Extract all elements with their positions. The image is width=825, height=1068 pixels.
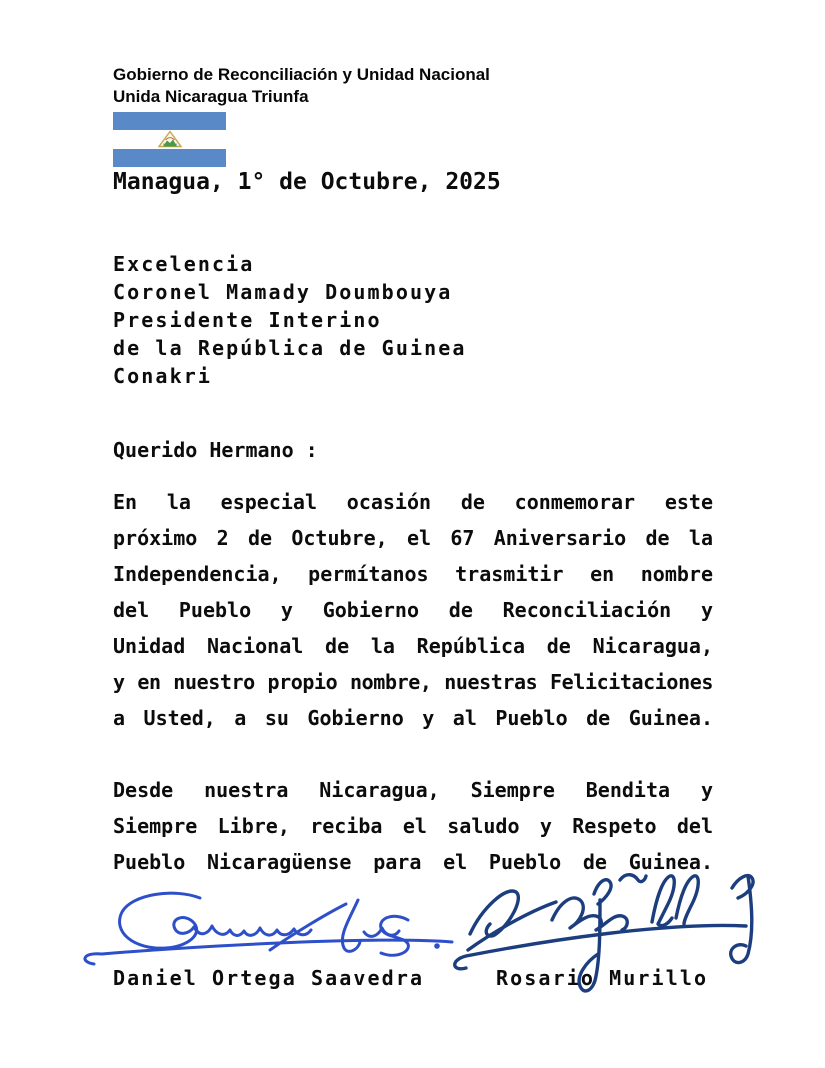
text-line: del Pueblo y Gobierno de Reconciliación y	[113, 598, 713, 622]
text-line: Desde nuestra Nicaragua, Siempre Bendita y	[113, 778, 713, 802]
flag-emblem-icon	[158, 131, 182, 148]
text-line: Conakri	[113, 364, 212, 388]
body-paragraph-2	[113, 772, 713, 880]
nicaragua-flag-icon	[113, 112, 226, 167]
date-line: Managua, 1° de Octubre, 2025	[113, 169, 501, 195]
text-line: próximo 2 de Octubre, el 67 Aniversario de la	[113, 526, 713, 550]
flag-stripe-middle	[113, 130, 226, 148]
letterhead	[113, 64, 490, 108]
text-line: Presidente Interino	[113, 308, 382, 332]
body-paragraph-1	[113, 484, 713, 736]
letterhead-title: Gobierno de Reconciliación y Unidad Nacional	[113, 65, 490, 84]
signer-name-rosario-murillo: Rosario Murillo	[496, 966, 709, 990]
text-line: Unidad Nacional de la República de Nicaragua,	[113, 634, 713, 658]
text-line: a Usted, a su Gobierno y al Pueblo de Guinea.	[113, 706, 713, 730]
signer-name-daniel-ortega: Daniel Ortega Saavedra	[113, 966, 425, 990]
flag-stripe-top	[113, 112, 226, 130]
text-line: Independencia, permítanos trasmitir en nombre	[113, 562, 713, 586]
recipient-block	[113, 250, 467, 390]
text-line: y en nuestro propio nombre, nuestras Felicitaciones	[113, 670, 713, 694]
daniel-ortega-signature	[78, 876, 458, 970]
text-line: Pueblo Nicaragüense para el Pueblo de Guinea.	[113, 850, 713, 874]
text-line: Excelencia	[113, 252, 255, 276]
text-line: Coronel Mamady Doumbouya	[113, 280, 453, 304]
text-line: Siempre Libre, reciba el saludo y Respeto del	[113, 814, 713, 838]
salutation: Querido Hermano :	[113, 438, 318, 462]
text-line: En la especial ocasión de conmemorar este	[113, 490, 713, 514]
letterhead-motto: Unida Nicaragua Triunfa	[113, 87, 309, 106]
flag-stripe-bottom	[113, 149, 226, 167]
text-line: de la República de Guinea	[113, 336, 467, 360]
